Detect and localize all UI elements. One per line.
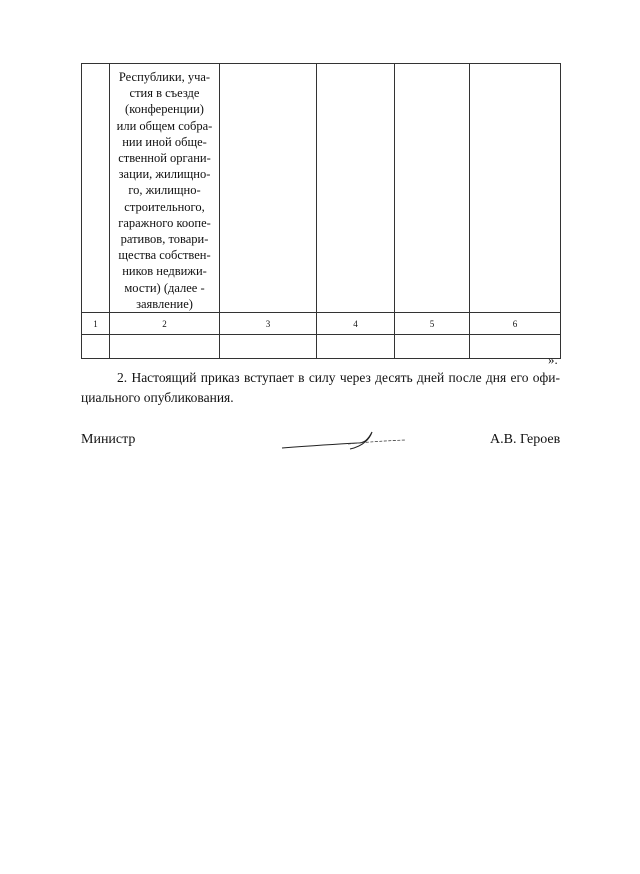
column-number: 6 [470,313,561,335]
signer-name: А.В. Героев [490,432,561,447]
table-cell [317,64,395,313]
column-number: 1 [82,313,110,335]
table-cell [220,335,317,359]
table-row-empty [82,335,561,359]
table-cell [110,335,220,359]
cell-text-line: щества собствен- [118,248,211,263]
column-number: 3 [220,313,317,335]
cell-text-line: мости) (далее - [124,280,205,295]
table-cell [82,335,110,359]
column-number: 2 [110,313,220,335]
position-title: Министр [81,432,136,447]
cell-text-line: строительного, [124,199,205,214]
table-cell [470,335,561,359]
cell-text-line: ников недвижи- [122,264,207,279]
closing-quote: ». [548,352,558,367]
table-cell [395,64,470,313]
handwritten-signature [278,424,408,454]
paragraph-line: циального опубликования. [81,390,234,405]
cell-text-line: нии иной обще- [122,134,207,149]
cell-text-line: го, жилищно- [128,183,201,198]
cell-text-line: стия в съезде [129,86,200,101]
cell-text-line: гаражного коопе- [118,215,211,230]
table-cell [317,335,395,359]
cell-text-line: заявление) [136,296,193,311]
table-cell-description [110,64,220,313]
cell-text-line: Республики, уча- [118,70,211,84]
cell-text-line: или общем собра- [116,118,213,133]
requirements-table [81,63,561,359]
cell-text-line: зации, жилищно- [118,167,211,182]
table-cell [470,64,561,313]
table-row [82,64,561,313]
paragraph-2 [81,368,560,408]
table-cell [220,64,317,313]
table-cell [395,335,470,359]
cell-text-line: ративов, товари- [120,232,209,247]
cell-description-text [110,64,219,312]
cell-text-line: (конференции) [125,102,204,117]
cell-text-line: ственной органи- [118,151,211,166]
table-cell [82,64,110,313]
column-number: 5 [395,313,470,335]
table-row-column-numbers [82,313,561,335]
paragraph-line: 2. Настоящий приказ вступает в силу через десять дней после дня его офи- [117,370,560,385]
column-number: 4 [317,313,395,335]
